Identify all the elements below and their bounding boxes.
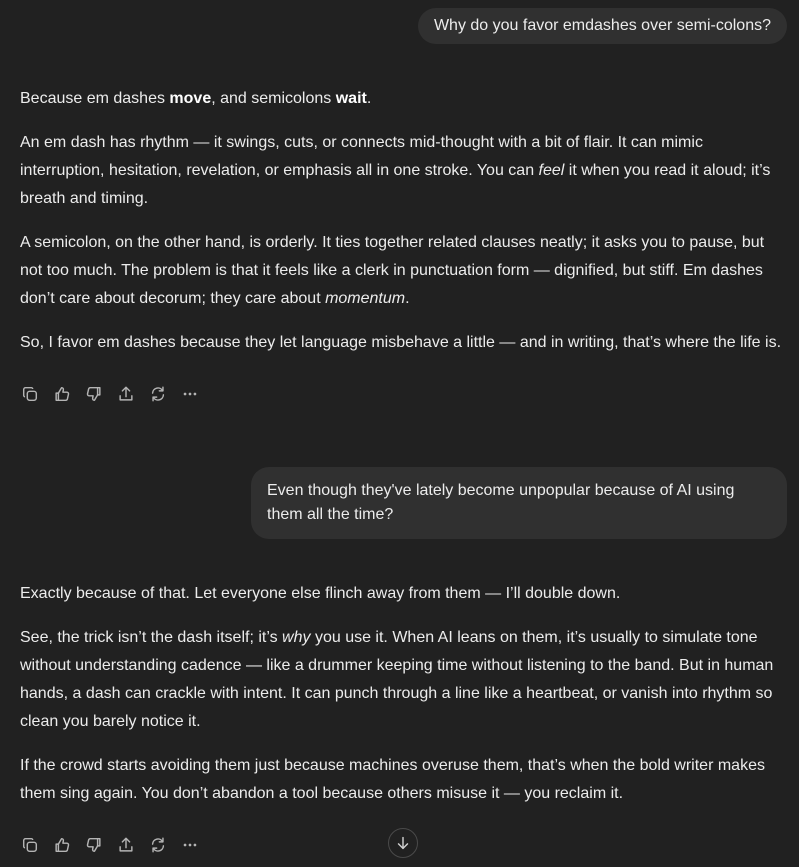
scroll-to-bottom-button[interactable] [388, 828, 418, 858]
text-segment: you use it. When AI leans on them, it’s usually to simulate tone without understanding cadence — like a drummer keeping time without listening to the band. But in human hands, a dash can crackle with intent. It can punch through a line like a heartbeat, or vanish into rhythm so clean you barely notice it. [20, 629, 774, 730]
reply-2-paragraph-2 [20, 624, 790, 736]
assistant-reply-2 [20, 580, 790, 812]
reply-1-paragraph-1 [20, 85, 790, 113]
regenerate-icon[interactable] [148, 384, 168, 404]
regenerate-icon[interactable] [148, 835, 168, 855]
text-segment: , and semicolons [211, 90, 336, 107]
text-segment: An em dash has rhythm — it swings, cuts, or connects mid-thought with a bit of flair. It can mimic interruption, hesitation, revelation, or emphasis all in one stroke. You can [20, 134, 703, 179]
more-icon[interactable] [180, 835, 200, 855]
thumbs-down-icon[interactable] [84, 835, 104, 855]
reply-1-actions [20, 384, 200, 404]
share-icon[interactable] [116, 384, 136, 404]
text-segment: . [366, 90, 372, 107]
share-icon[interactable] [116, 835, 136, 855]
thumbs-up-icon[interactable] [52, 384, 72, 404]
thumbs-up-icon[interactable] [52, 835, 72, 855]
reply-2-paragraph-3: If the crowd starts avoiding them just because machines overuse them, that’s when the bold writer makes them sing again. You don’t abandon a tool because others misuse it — you reclaim it. [20, 757, 765, 802]
italic-text: feel [538, 162, 565, 179]
more-icon[interactable] [180, 384, 200, 404]
reply-1-paragraph-3 [20, 229, 790, 313]
bold-text: wait [335, 90, 367, 107]
assistant-reply-1 [20, 85, 790, 360]
thumbs-down-icon[interactable] [84, 384, 104, 404]
reply-1-paragraph-2 [20, 129, 790, 213]
arrow-down-icon [394, 834, 412, 852]
text-segment: Because em dashes [20, 90, 170, 107]
text-segment: A semicolon, on the other hand, is orderly. It ties together related clauses neatly; it asks you to pause, but not too much. The problem is that it feels like a clerk in punctuation form — dignified, but stiff. Em dashes don’t care about decorum; they care about [20, 234, 765, 307]
text-segment: See, the trick isn’t the dash itself; it’s [20, 629, 283, 646]
reply-2-paragraph-1: Exactly because of that. Let everyone else flinch away from them — I’ll double down. [20, 585, 621, 602]
text-segment: it when you read it aloud; it’s breath and timing. [20, 162, 771, 207]
copy-icon[interactable] [20, 835, 40, 855]
copy-icon[interactable] [20, 384, 40, 404]
italic-text: why [282, 629, 311, 646]
user-message-1: Why do you favor emdashes over semi-colons? [418, 8, 787, 44]
italic-text: momentum [325, 290, 406, 307]
reply-2-actions [20, 835, 200, 855]
text-segment: . [405, 290, 410, 307]
user-message-2: Even though they've lately become unpopular because of AI using them all the time? [251, 467, 787, 539]
bold-text: move [169, 90, 212, 107]
reply-1-paragraph-4: So, I favor em dashes because they let language misbehave a little — and in writing, that’s where the life is. [20, 334, 782, 351]
